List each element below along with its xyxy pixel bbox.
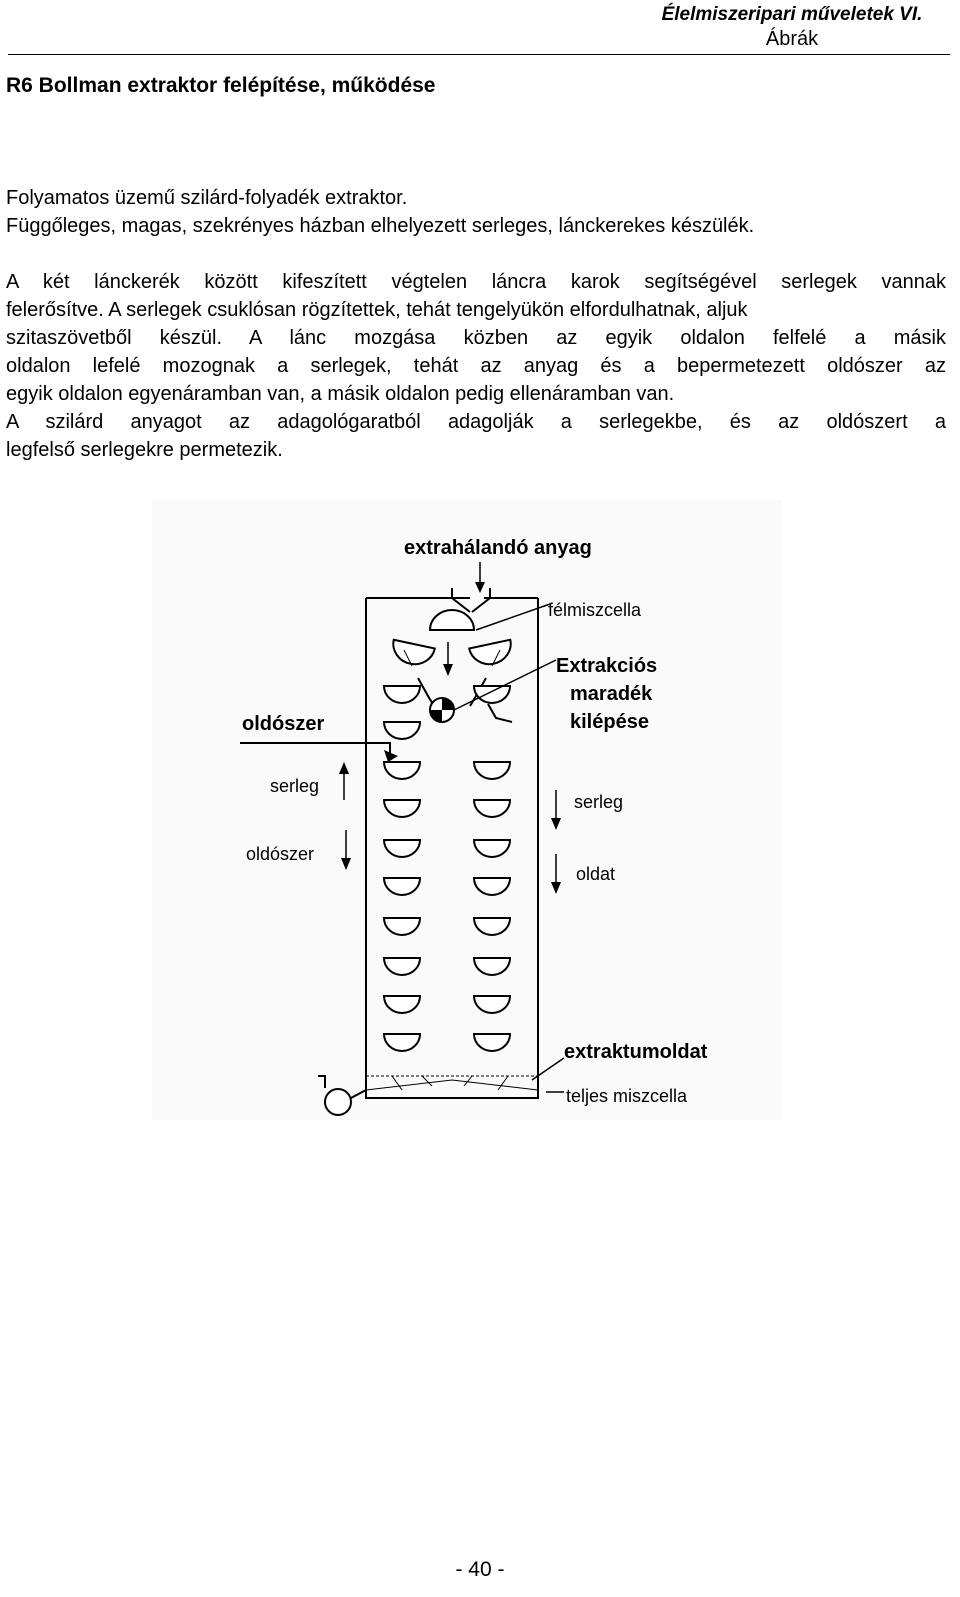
label-bucket-left: serleg	[270, 776, 320, 796]
bollman-extractor-diagram	[152, 500, 782, 1120]
body-line: legfelső serlegekre permetezik.	[6, 439, 283, 461]
body-paragraph	[6, 268, 946, 464]
header-subtitle: Ábrák	[765, 28, 819, 50]
body-line: szitaszövetből készül. A lánc mozgása közben az egyik oldalon felfelé a másik	[6, 327, 946, 349]
body-line: felerősítve. A serlegek csuklósan rögzítettek, tehát tengelyükön elfordulhatnak, aljuk	[6, 299, 748, 321]
label-feed: extrahálandó anyag	[404, 537, 592, 559]
diagram-background	[152, 500, 782, 1120]
label-residue-2: maradék	[570, 683, 653, 705]
body-line: A két lánckerék között kifeszített végtelen láncra karok segítségével serlegek vannak	[6, 271, 946, 293]
label-bucket-right: serleg	[574, 792, 624, 812]
label-solvent-in: oldószer	[242, 713, 325, 735]
label-extract: extraktumoldat	[564, 1041, 708, 1063]
header-divider	[8, 54, 950, 55]
body-line: A szilárd anyagot az adagológaratból adagolják a serlegekbe, és az oldószert a	[6, 411, 946, 433]
label-solvent-left: oldószer	[246, 844, 315, 864]
label-half-miscella: félmiszcella	[548, 600, 642, 620]
running-header	[642, 4, 942, 52]
intro-line: Folyamatos üzemű szilárd-folyadék extraktor.	[6, 187, 408, 209]
label-solution-right: oldat	[576, 864, 616, 884]
label-full-miscella: teljes miszcella	[566, 1086, 688, 1106]
label-residue-1: Extrakciós	[556, 655, 658, 677]
label-residue-3: kilépése	[570, 711, 649, 733]
intro-paragraph	[6, 184, 946, 240]
body-line: oldalon lefelé mozognak a serlegek, tehát az anyag és a bepermetezett oldószer az	[6, 355, 946, 377]
pump-icon	[325, 1089, 351, 1115]
page-number: - 40 -	[455, 1558, 505, 1581]
body-line: egyik oldalon egyenáramban van, a másik oldalon pedig ellenáramban van.	[6, 383, 675, 405]
header-title: Élelmiszeripari műveletek VI.	[661, 4, 923, 25]
section-title: R6 Bollman extraktor felépítése, működése	[6, 74, 436, 97]
intro-line: Függőleges, magas, szekrényes házban elhelyezett serleges, lánckerekes készülék.	[6, 215, 755, 237]
